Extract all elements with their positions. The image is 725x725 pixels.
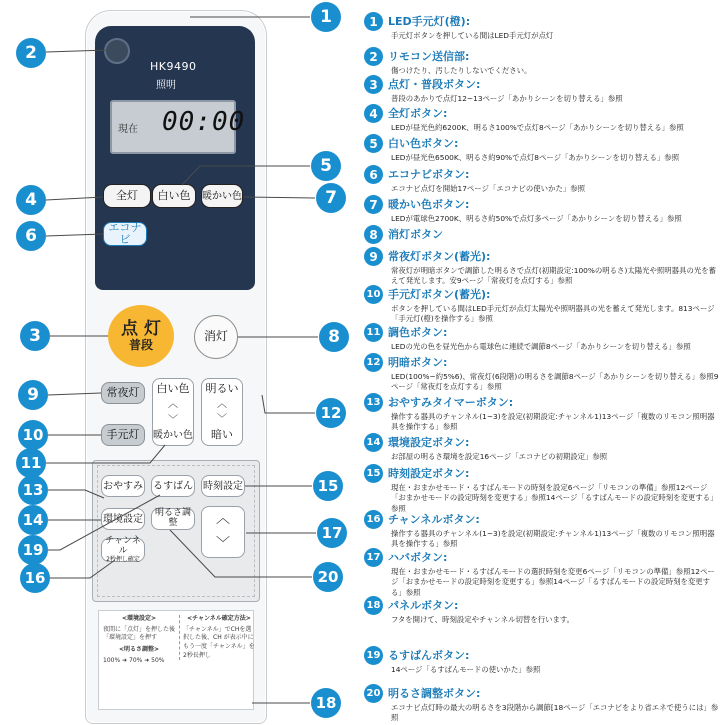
jikoku-button[interactable]: 時刻設定 xyxy=(201,475,245,497)
item-desc: LEDが昼光色6500K、明るさ約90%で点灯8ページ「あかりシーンを切り替える」参照 xyxy=(391,153,680,162)
lcd-label: 現在 xyxy=(118,124,138,135)
leader-4 xyxy=(46,197,103,200)
item-desc: 手元灯ボタンを押している間はLED手元灯が点灯 xyxy=(391,31,554,40)
chevron-up-icon: ︿ xyxy=(217,399,227,411)
teminato-button[interactable]: 手元灯 xyxy=(101,424,145,446)
callout-14: 14 xyxy=(18,505,48,535)
item-desc: 普段のあかりで点灯12~13ページ「あかりシーンを切り替える」参照 xyxy=(391,94,623,103)
guide-left-values: 100% ➜ 70% ➜ 50% xyxy=(103,656,165,664)
callout-18: 18 xyxy=(311,688,341,718)
leader-12 xyxy=(262,395,315,413)
item-desc: 操作する器具のチャンネル(1~3)を設定(初期設定:チャンネル1)13ページ「複数のリモコン照明器具を操作する」参照 xyxy=(391,529,715,549)
item-number: 17 xyxy=(364,548,383,567)
guide-right-text: 「チャンネル」でCHを選択した後、CH が表示中にもう一度「チャンネル」を2秒長押し xyxy=(183,625,255,659)
item-number: 19 xyxy=(364,646,383,665)
item-title: ハバボタン: xyxy=(388,551,448,564)
channel-label: チャンネル xyxy=(105,535,141,556)
item-desc: 現在・おまかせモード・るすばんモードの選択時刻を変更6ページ「リモコンの準備」参照12ページ「おまかせモードの設定時刻を変更する」参照14ページ「るすばんモードの設定時刻を変更する」参照 xyxy=(391,567,715,597)
item-number: 4 xyxy=(364,104,383,123)
leader-6 xyxy=(46,234,103,236)
jouyatou-button[interactable]: 常夜灯 xyxy=(101,382,145,404)
leader-7 xyxy=(244,197,315,198)
callout-10: 10 xyxy=(18,420,48,450)
callout-20: 20 xyxy=(313,562,343,592)
item-title: 全灯ボタン: xyxy=(388,107,448,120)
item-title: 常夜灯ボタン(蓄光): xyxy=(388,250,491,263)
callout-17: 17 xyxy=(317,518,347,548)
callout-7: 7 xyxy=(316,183,346,213)
item-title: 手元灯ボタン(蓄光): xyxy=(388,288,491,301)
leader-9 xyxy=(48,393,101,395)
callout-19: 19 xyxy=(18,535,48,565)
item-title: 環境設定ボタン: xyxy=(388,436,470,449)
item-title: 暖かい色ボタン: xyxy=(388,198,470,211)
zentou-button[interactable]: 全灯 xyxy=(103,184,151,208)
item-desc: LED(100%~約5%6)、常夜灯(6段階)の明るさを調節8ページ「あかりシーンを切り替える」参照9ページ「常夜灯を点灯する」参照 xyxy=(391,372,719,392)
leader-16 xyxy=(50,560,115,578)
item-title: エコナビボタン: xyxy=(388,168,470,181)
guide-right-title: <チャンネル確定方法> xyxy=(187,615,251,622)
chevron-down-icon: ﹀ xyxy=(168,414,178,426)
item-title: 点灯・普段ボタン: xyxy=(388,78,481,91)
danka-button[interactable]: 暖かい色 xyxy=(201,184,243,208)
chevron-up-icon: ︿ xyxy=(216,510,230,527)
channel-sub-label: 2秒押し確定 xyxy=(106,555,140,563)
item-title: おやすみタイマーボタン: xyxy=(388,396,514,409)
chevron-down-icon: ﹀ xyxy=(217,413,227,425)
item-desc: LEDが昼光色約6200K、明るさ100%で点灯8ページ「あかりシーンを切り替える」参照 xyxy=(391,123,684,132)
callout-8: 8 xyxy=(319,322,349,352)
chousoku-top-label: 白い色 xyxy=(156,382,190,395)
item-number: 12 xyxy=(364,353,383,372)
item-number: 3 xyxy=(364,75,383,94)
item-desc: フタを開けて、時刻設定やチャンネル切替を行います。 xyxy=(391,615,575,624)
item-title: 時刻設定ボタン: xyxy=(388,467,470,480)
chousoku-bottom-label: 暖かい色 xyxy=(153,429,193,441)
item-title: 調色ボタン: xyxy=(388,326,448,339)
item-desc: 操作する器具のチャンネル(1~3)を設定(初期設定:チャンネル1)13ページ「複数のリモコン照明器具を操作する」参照 xyxy=(391,412,715,432)
kankyo-button[interactable]: 環境設定 xyxy=(101,508,145,530)
callout-3: 3 xyxy=(20,321,50,351)
model-number: HK9490 xyxy=(150,60,197,73)
item-number: 14 xyxy=(364,433,383,452)
item-desc: お部屋の明るさ環境を設定16ページ「エコナビの初期設定」参照 xyxy=(391,452,608,461)
leader-13 xyxy=(48,490,104,498)
item-title: 明るさ調整ボタン: xyxy=(388,687,481,700)
leader-11 xyxy=(46,445,165,463)
shiroi-button[interactable]: 白い色 xyxy=(152,184,196,208)
leader-19 xyxy=(48,495,160,550)
callout-15: 15 xyxy=(313,471,343,501)
item-number: 6 xyxy=(364,165,383,184)
tentou-label: 点 灯 xyxy=(121,319,161,340)
item-title: チャンネルボタン: xyxy=(388,513,480,526)
callout-12: 12 xyxy=(316,398,346,428)
item-number: 9 xyxy=(364,247,383,266)
chevron-down-icon: ﹀ xyxy=(216,535,230,552)
econavi-button[interactable]: エコナビ xyxy=(103,222,147,246)
rusuban-button[interactable]: るすばん xyxy=(151,475,195,497)
item-number: 1 xyxy=(364,12,383,31)
item-number: 13 xyxy=(364,393,383,412)
callout-5: 5 xyxy=(311,151,341,181)
item-number: 8 xyxy=(364,225,383,244)
lcd-time: 00:00 xyxy=(162,107,246,137)
item-desc: エコナビ点灯を開始17ページ「エコナビの使いかた」参照 xyxy=(391,184,586,193)
callout-4: 4 xyxy=(16,185,46,215)
fudan-label: 普段 xyxy=(128,337,153,352)
item-title: 白い色ボタン: xyxy=(388,137,459,150)
item-title: るすばんボタン: xyxy=(388,649,470,662)
item-title: リモコン送信部: xyxy=(388,50,470,63)
callout-9: 9 xyxy=(18,380,48,410)
item-desc: エコナビ点灯時の最大の明るさを3段階から調節[18ページ「エコナビをより省エネで使うには」参照 xyxy=(391,703,719,723)
item-desc: LEDの光の色を昼光色から電球色に連続で調節8ページ「あかりシーンを切り替える」参照 xyxy=(391,342,691,351)
item-desc: 常夜灯が明暗ボタンで調節した明るさで点灯(初期設定:100%の明るさ)太陽光や照明器具の光を蓄えて発光します。安9ページ「常夜灯を点灯する」参照 xyxy=(391,266,717,286)
callout-2: 2 xyxy=(16,38,46,68)
item-number: 18 xyxy=(364,596,383,615)
akarusa-button[interactable]: 明るさ調整 xyxy=(151,508,195,530)
item-number: 16 xyxy=(364,510,383,529)
shoutou-button[interactable]: 消灯 xyxy=(194,315,238,359)
meian-bottom-label: 暗い xyxy=(211,427,233,441)
item-number: 5 xyxy=(364,134,383,153)
item-desc: ボタンを押している間はLED手元灯が点灯太陽光や照明器具の光を蓄えて発光します。813ページ「手元灯(橙)を操作する」参照 xyxy=(391,304,715,324)
item-desc: 14ページ「るすばんモードの使いかた」参照 xyxy=(391,665,541,674)
item-desc: 傷つけたり、汚したりしないでください。 xyxy=(391,66,532,75)
meian-top-label: 明るい xyxy=(205,382,239,395)
callout-1: 1 xyxy=(311,2,341,32)
item-number: 7 xyxy=(364,195,383,214)
item-title: パネルボタン: xyxy=(388,599,459,612)
model-subtitle: 照明 xyxy=(156,80,176,91)
guide-left-text: 夜間に「点灯」を押した後「環境設定」を押す xyxy=(103,625,176,642)
chevron-up-icon: ︿ xyxy=(168,399,178,411)
item-desc: 現在・おまかせモード・るすばんモードの時刻を設定6ページ「リモコンの準備」参照12ページ「おまかせモードの設定時刻を変更する」参照14ページ「るすばんモードの設定時刻を変更する」参照 xyxy=(391,483,718,513)
item-desc: LEDが電球色2700K、明るさ約50%で点灯多ページ「あかりシーンを切り替える」参照 xyxy=(391,214,682,223)
callout-11: 11 xyxy=(16,448,46,478)
guide-left-sub: <明るさ調整> xyxy=(118,646,160,654)
item-number: 10 xyxy=(364,285,383,304)
item-title: 消灯ボタン xyxy=(388,228,443,241)
item-title: 明暗ボタン: xyxy=(388,356,448,369)
guide-left-title: <環境設定> xyxy=(121,615,157,622)
item-title: LED手元灯(橙): xyxy=(388,15,471,28)
item-number: 20 xyxy=(364,684,383,703)
leader-5 xyxy=(182,166,310,185)
item-number: 11 xyxy=(364,323,383,342)
oyasumi-button[interactable]: おやすみ xyxy=(101,475,145,497)
leader-20 xyxy=(170,530,312,577)
callout-13: 13 xyxy=(18,475,48,505)
callout-16: 16 xyxy=(20,563,50,593)
leader-2 xyxy=(46,50,108,52)
item-number: 15 xyxy=(364,464,383,483)
item-number: 2 xyxy=(364,47,383,66)
callout-6: 6 xyxy=(16,221,46,251)
